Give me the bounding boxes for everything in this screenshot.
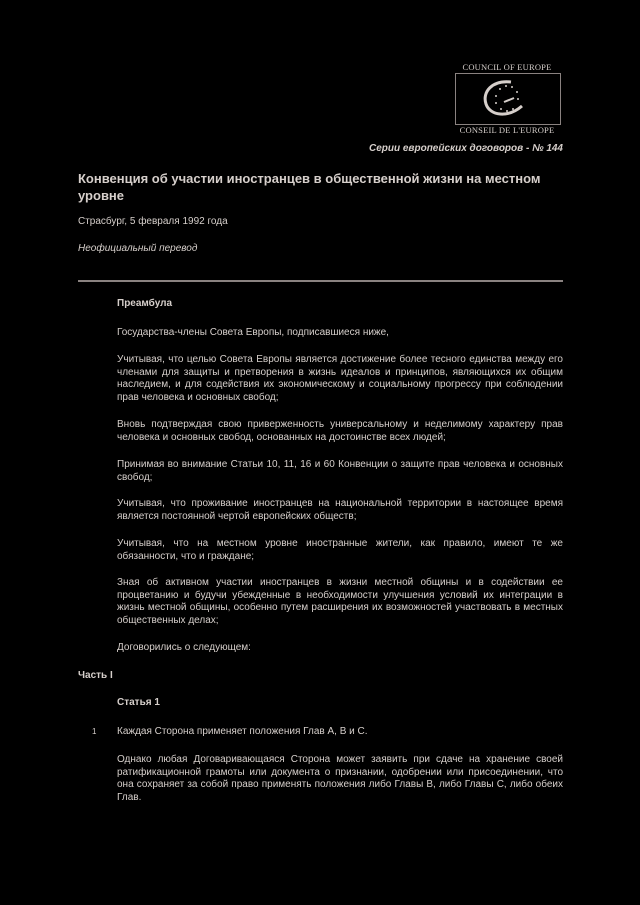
unofficial-translation-label: Неофициальный перевод <box>78 243 198 254</box>
paragraph: Договорились о следующем: <box>117 642 251 653</box>
paragraph: Государства-члены Совета Европы, подписавшиеся ниже, <box>117 327 389 338</box>
treaty-series: Серии европейских договоров - № 144 <box>368 143 563 154</box>
logo-bottom-text: CONSEIL DE L'EUROPE <box>459 125 555 135</box>
paragraph: Принимая во внимание Статьи 10, 11, 16 и 60 Конвенции о защите прав человека и основных свобод; <box>117 459 563 483</box>
paragraph: Вновь подтверждая свою приверженность универсальному и неделимому характеру прав человека и основных свобод, основанных на достоинстве всех людей; <box>117 419 563 443</box>
paragraph: Учитывая, что целью Совета Европы является достижение более тесного единства между его членами для защиты и претворения в жизнь идеалов и принципов, являющихся их общим наследием, и для содействия их экономическому и социальному прогрессу при соблюдении прав человека и основных свобод; <box>117 354 563 404</box>
preamble-heading: Преамбула <box>117 298 173 309</box>
article-heading: Статья 1 <box>117 697 160 708</box>
paragraph: Учитывая, что проживание иностранцев на национальной территории в настоящее время является постоянной чертой европейских обществ; <box>117 498 563 522</box>
item-text: Каждая Сторона применяет положения Глав A, B и C. <box>117 726 368 737</box>
council-of-europe-logo <box>455 73 561 125</box>
part-heading: Часть I <box>78 670 113 681</box>
paragraph: Однако любая Договаривающаяся Сторона может заявить при сдаче на хранение своей ратификационной грамоты или документа о признании, одобрении или присоединении, что она сохраняет за собой право применять положения либо Главы B, либо Главы C, либо обеих Глав. <box>117 754 563 804</box>
logo-top-text: COUNCIL OF EUROPE <box>462 62 552 72</box>
document-title: Конвенция об участии иностранцев в общественной жизни на местном уровне <box>78 171 541 203</box>
paragraph: Зная об активном участии иностранцев в жизни местной общины и в содействии ее процветанию и будучи убежденные в необходимости улучшения условий их интеграции в жизнь местной общины, особенно путем расширения их возможностей участвовать в местных общественных делах; <box>117 577 563 627</box>
item-number: 1 <box>92 727 97 736</box>
document-date: Страсбург, 5 февраля 1992 года <box>78 216 228 227</box>
logo-emblem-icon <box>456 74 560 124</box>
divider <box>78 280 563 282</box>
paragraph: Учитывая, что на местном уровне иностранные жители, как правило, имеют те же обязанности, что и граждане; <box>117 538 563 562</box>
